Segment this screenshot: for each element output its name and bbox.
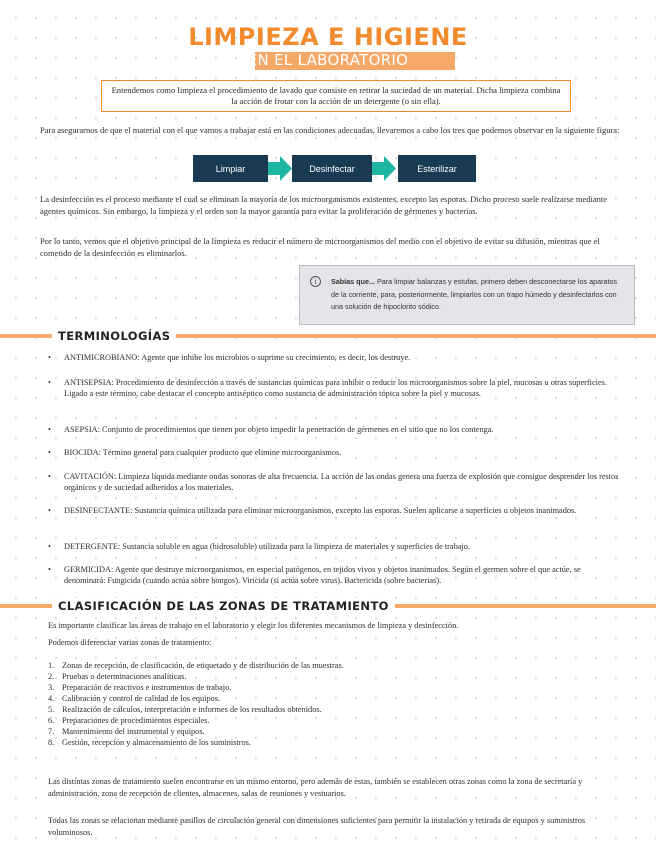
intro-box (101, 80, 571, 112)
list-item: 7. Mantenimiento del instrumental y equipos. (48, 727, 205, 736)
page-subtitle: EN EL LABORATORIO (247, 51, 409, 69)
info-icon: i (310, 276, 321, 287)
tip-text (331, 276, 627, 314)
section-title-terminologias: TERMINOLOGÍAS (52, 328, 176, 344)
tip-lead: Sabías que... (331, 277, 375, 286)
list-item: 6. Preparaciones de procedimientos especiales. (48, 716, 210, 725)
clasificacion-intro: Es importante clasificar las áreas de trabajo en el laboratorio y elegir los diferentes mecanismos de limpieza y desinfección. (48, 621, 459, 630)
flow-step-esterilizar (398, 155, 476, 182)
list-item: 3. Preparación de reactivos e instrumentos de trabajo. (48, 683, 232, 692)
para-zonas: Las distintas zonas de tratamiento suelen encontrarse en un mismo entorno, pero además de estas, también se establecen otras zonas como la zona de secretaría y administración, zona de recepción de clientes, almacenes, salas de reuniones y vestuarios. (48, 777, 583, 798)
tip-body: Para limpiar balanzas y estufas, primero deben desconectarse los aparatos de la corriente, para, posteriormente, limpiarlos con un trapo húmedo y desinfectarlos con una solución de hipoclorito sódico. (331, 277, 618, 311)
list-item: 1. Zonas de recepción, de clasificación, de etiquetado y de distribución de las muestras. (48, 661, 344, 670)
para-desinfeccion: La desinfección es el proceso mediante el cual se eliminan la mayoría de los microorganismos existentes, excepto las esporas. Dicho proceso suele realizarse mediante agentes químicos. Sin embargo, la limpieza y el orden son la mayor garantía para evitar la proliferación de gérmenes y bacterias. (40, 194, 608, 216)
page-title: LIMPIEZA E HIGIENE (188, 23, 468, 51)
flow-step-label: Limpiar (215, 163, 246, 174)
clasificacion-lead: Podemos diferenciar varias zonas de tratamiento: (48, 638, 212, 647)
list-item: 4. Calibración y control de calidad de los equipos. (48, 694, 221, 703)
flow-step-label: Esterilizar (417, 163, 457, 174)
para-pasillos: Todas las zonas se relacionan mediante pasillos de circulación general con dimensiones suficientes para permitir la instalación y retirada de equipos y suministros voluminosos. (48, 816, 586, 837)
flow-step-desinfectar (292, 155, 372, 182)
section-title-clasificacion: CLASIFICACIÓN DE LAS ZONAS DE TRATAMIENTO (52, 598, 395, 614)
intro-text: Entendemos como limpieza el procedimiento de lavado que consiste en retirar la suciedad de un material. Dicha limpieza combina la acción de frotar con la acción de un detergente (o sin ella). (111, 85, 561, 106)
flow-arrow-icon (268, 156, 292, 181)
flow-arrow-icon (372, 156, 396, 181)
list-item: 5. Realización de cálculos, interpretación e informes de los resultados obtenidos. (48, 705, 322, 714)
list-item: 2. Pruebas o determinaciones analíticas. (48, 672, 187, 681)
flow-step-label: Desinfectar (309, 163, 355, 174)
flow-step-limpiar (193, 155, 268, 182)
para-objetivo: Por lo tanto, vemos que el objetivo principal de la limpieza es reducir el número de microorganismos del medio con el objetivo de evitar su difusión, mientras que el cometido de la desinfección es eliminarlos. (40, 236, 600, 258)
para-intro: Para asegurarnos de que el material con el que vamos a trabajar está en las condiciones adecuadas, llevaremos a cabo los tres que podemos observar en la siguiente figura: (40, 125, 620, 135)
list-item: 8. Gestión, recepción y almacenamiento de los suministros. (48, 738, 251, 747)
